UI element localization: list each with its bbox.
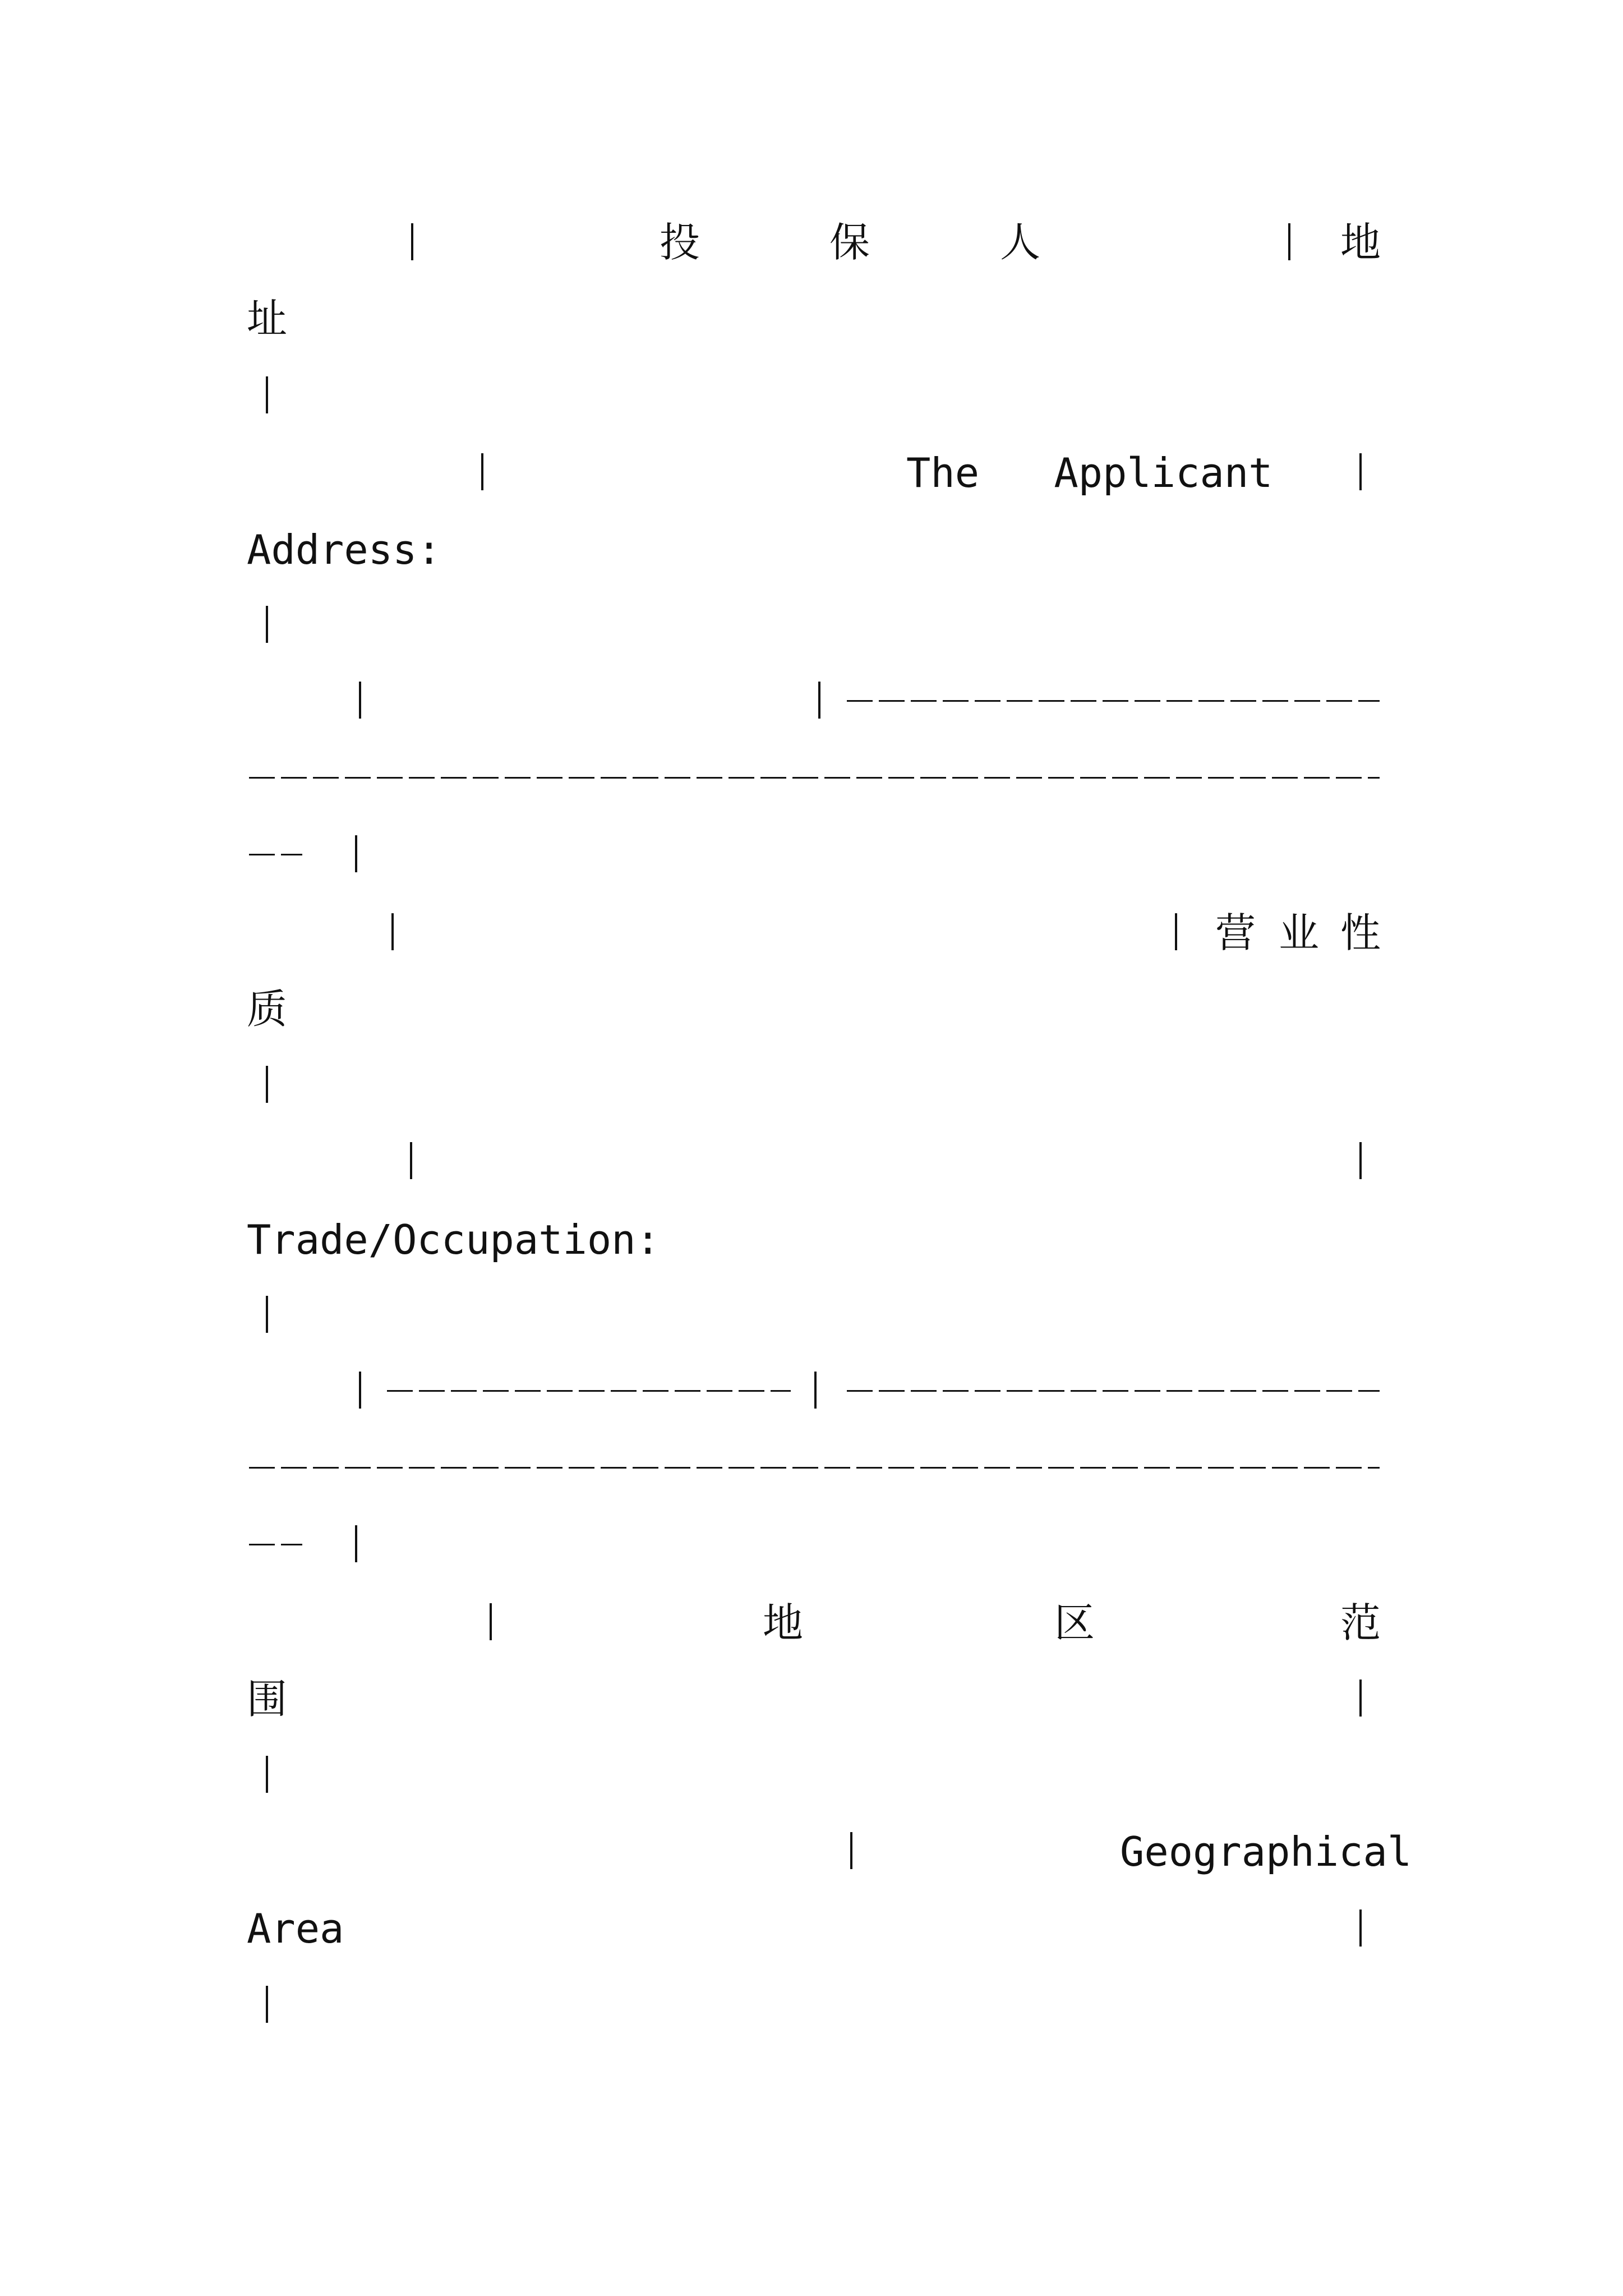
trade-label-zh: 营 (1215, 909, 1256, 956)
table-border (266, 1296, 268, 1333)
table-border (359, 682, 361, 719)
table-border (1359, 453, 1362, 490)
applicant-label-zh: 投 (660, 219, 700, 266)
area-label-en: Geographical (1120, 1828, 1412, 1875)
area-label-zh: 围 (247, 1676, 288, 1723)
table-rule (249, 1467, 1380, 1469)
table-border (1359, 1910, 1362, 1947)
table-border (355, 835, 357, 872)
table-border (411, 223, 413, 260)
table-border (391, 913, 394, 950)
table-border (266, 606, 268, 643)
table-border (481, 453, 483, 490)
table-rule (249, 777, 1380, 779)
table-rule (249, 854, 302, 855)
table-border (359, 1372, 361, 1409)
table-border (818, 682, 820, 719)
table-border (266, 1986, 268, 2023)
table-border (1288, 223, 1290, 260)
applicant-label-zh: 人 (1000, 219, 1041, 266)
trade-label-zh: 业 (1279, 909, 1320, 956)
address-label-en: Address: (247, 526, 441, 573)
applicant-label-en: The Applicant (906, 449, 1273, 496)
table-border (355, 1525, 357, 1562)
table-border (266, 1066, 268, 1103)
table-border (266, 376, 268, 413)
table-rule (387, 1390, 791, 1392)
area-label-zh: 范 (1340, 1599, 1381, 1646)
area-label-en: Area (247, 1905, 344, 1952)
table-border (410, 1142, 412, 1179)
area-label-zh: 地 (763, 1599, 804, 1646)
address-label-zh: 地 (1340, 219, 1381, 266)
table-border (1359, 1142, 1362, 1179)
table-border (1359, 1680, 1362, 1717)
table-border (850, 1832, 852, 1869)
table-border (814, 1372, 817, 1409)
table-rule (847, 1390, 1380, 1392)
table-border (490, 1603, 492, 1640)
area-label-zh: 区 (1054, 1599, 1095, 1646)
table-rule (847, 700, 1380, 702)
trade-label-zh: 性 (1340, 909, 1381, 956)
trade-label-zh: 质 (247, 986, 288, 1033)
trade-label-en: Trade/Occupation: (247, 1216, 660, 1263)
applicant-label-zh: 保 (829, 219, 870, 266)
address-label-zh: 址 (247, 295, 288, 342)
table-border (266, 1756, 268, 1793)
table-rule (249, 1544, 302, 1545)
table-border (1175, 913, 1177, 950)
